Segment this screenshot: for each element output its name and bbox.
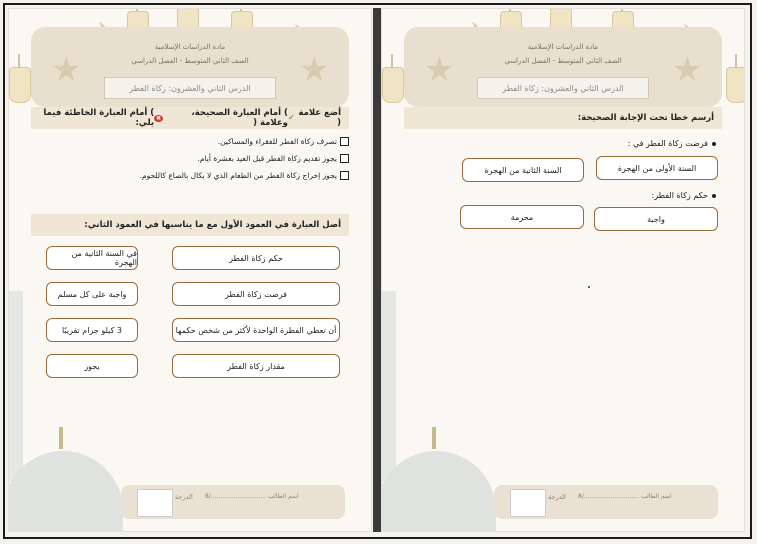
lantern-decoration [382, 67, 404, 103]
instruction-part: ) أمام العبارة الصحيحة، وعلامة ( [191, 108, 288, 128]
statement-row [218, 137, 349, 146]
statement-row [140, 171, 349, 180]
star-decoration: ★ [672, 50, 703, 90]
page-divider [373, 8, 381, 532]
match-left-column-item[interactable]: حكم زكاة الفطر [172, 246, 340, 270]
instruction-part: ) أمام العبارة الخاطئة فيما يلي: [43, 108, 155, 128]
grade-input[interactable] [137, 489, 173, 517]
instruction-part: أضع علامة ( [298, 108, 341, 128]
stray-mark [588, 286, 590, 288]
grade-label: الدرجة [175, 493, 193, 501]
bullet-icon [712, 194, 716, 198]
match-right-column-item[interactable]: يجوز [46, 354, 138, 378]
answer-option[interactable]: محرمة [460, 205, 584, 229]
dome-finial-decoration [59, 427, 63, 449]
answer-checkbox[interactable] [340, 171, 349, 180]
student-name-field[interactable]: اسم الطالب ............................./8 [578, 493, 672, 500]
grade-input[interactable] [510, 489, 546, 517]
star-decoration: ★ [424, 50, 455, 90]
match-left-column-item[interactable]: أن تعطي الفطرة الواحدة لأكثر من شخص حكمها [172, 318, 340, 342]
match-right-column-item[interactable]: في السنة الثانية من الهجرة [46, 246, 138, 270]
minaret-decoration [382, 291, 396, 481]
student-name-field[interactable]: اسم الطالب ............................./8 [205, 493, 299, 500]
statement-text: يجوز تقديم زكاة الفطر قبل العيد بعشرة أيام. [197, 154, 337, 163]
section-matching-heading: أصل العبارة في العمود الأول مع ما يناسبها في العمود الثاني: [31, 214, 349, 236]
match-right-column-item[interactable]: 3 كيلو جرام تقريبًا [46, 318, 138, 342]
section-true-false-heading [31, 107, 349, 129]
grade-label: الدرجة [548, 493, 566, 501]
dome-decoration [381, 451, 496, 532]
cross-icon: ✖ [156, 114, 162, 122]
dome-decoration [8, 451, 123, 532]
question-text: فرضت زكاة الفطر في : [627, 139, 708, 148]
dome-finial-decoration [432, 427, 436, 449]
bullet-icon [712, 142, 716, 146]
question-row [628, 139, 716, 148]
match-left-column-item[interactable]: فرضت زكاة الفطر [172, 282, 340, 306]
right-worksheet-page [381, 8, 745, 532]
statement-text: يجوز إخراج زكاة الفطر من الطعام الذي لا يكال بالصاع كاللحوم. [139, 171, 337, 180]
answer-option[interactable]: واجبة [594, 207, 718, 231]
grade-line: الصف الثاني المتوسط - الفصل الدراسي [504, 57, 622, 65]
grade-line: الصف الثاني المتوسط - الفصل الدراسي [131, 57, 249, 65]
lesson-title: الدرس الثاني والعشرون: زكاة الفطر [104, 77, 276, 99]
minaret-decoration [9, 291, 23, 481]
section-underline-heading: أرسم خطا تحت الإجابة الصحيحة: [404, 107, 722, 129]
answer-checkbox[interactable] [340, 137, 349, 146]
answer-checkbox[interactable] [340, 154, 349, 163]
star-decoration: ★ [51, 50, 82, 90]
statement-text: تصرف زكاة الفطر للفقراء والمساكين. [217, 137, 337, 146]
match-left-column-item[interactable]: مقدار زكاة الفطر [172, 354, 340, 378]
school-subject: مادة الدراسات الإسلامية [154, 43, 226, 51]
answer-option[interactable]: السنة الأولى من الهجرة [596, 156, 718, 180]
match-right-column-item[interactable]: واجبة على كل مسلم [46, 282, 138, 306]
lantern-decoration [9, 67, 31, 103]
question-text: حكم زكاة الفطر: [651, 191, 708, 200]
lesson-title: الدرس الثاني والعشرون: زكاة الفطر [477, 77, 649, 99]
statement-row [197, 154, 349, 163]
school-subject: مادة الدراسات الإسلامية [527, 43, 599, 51]
question-row [652, 191, 716, 200]
lantern-decoration [726, 67, 745, 103]
answer-option[interactable]: السنة الثانية من الهجرة [462, 158, 584, 182]
check-icon: ✓ [287, 113, 296, 123]
star-decoration: ★ [299, 50, 330, 90]
left-worksheet-page [8, 8, 372, 532]
